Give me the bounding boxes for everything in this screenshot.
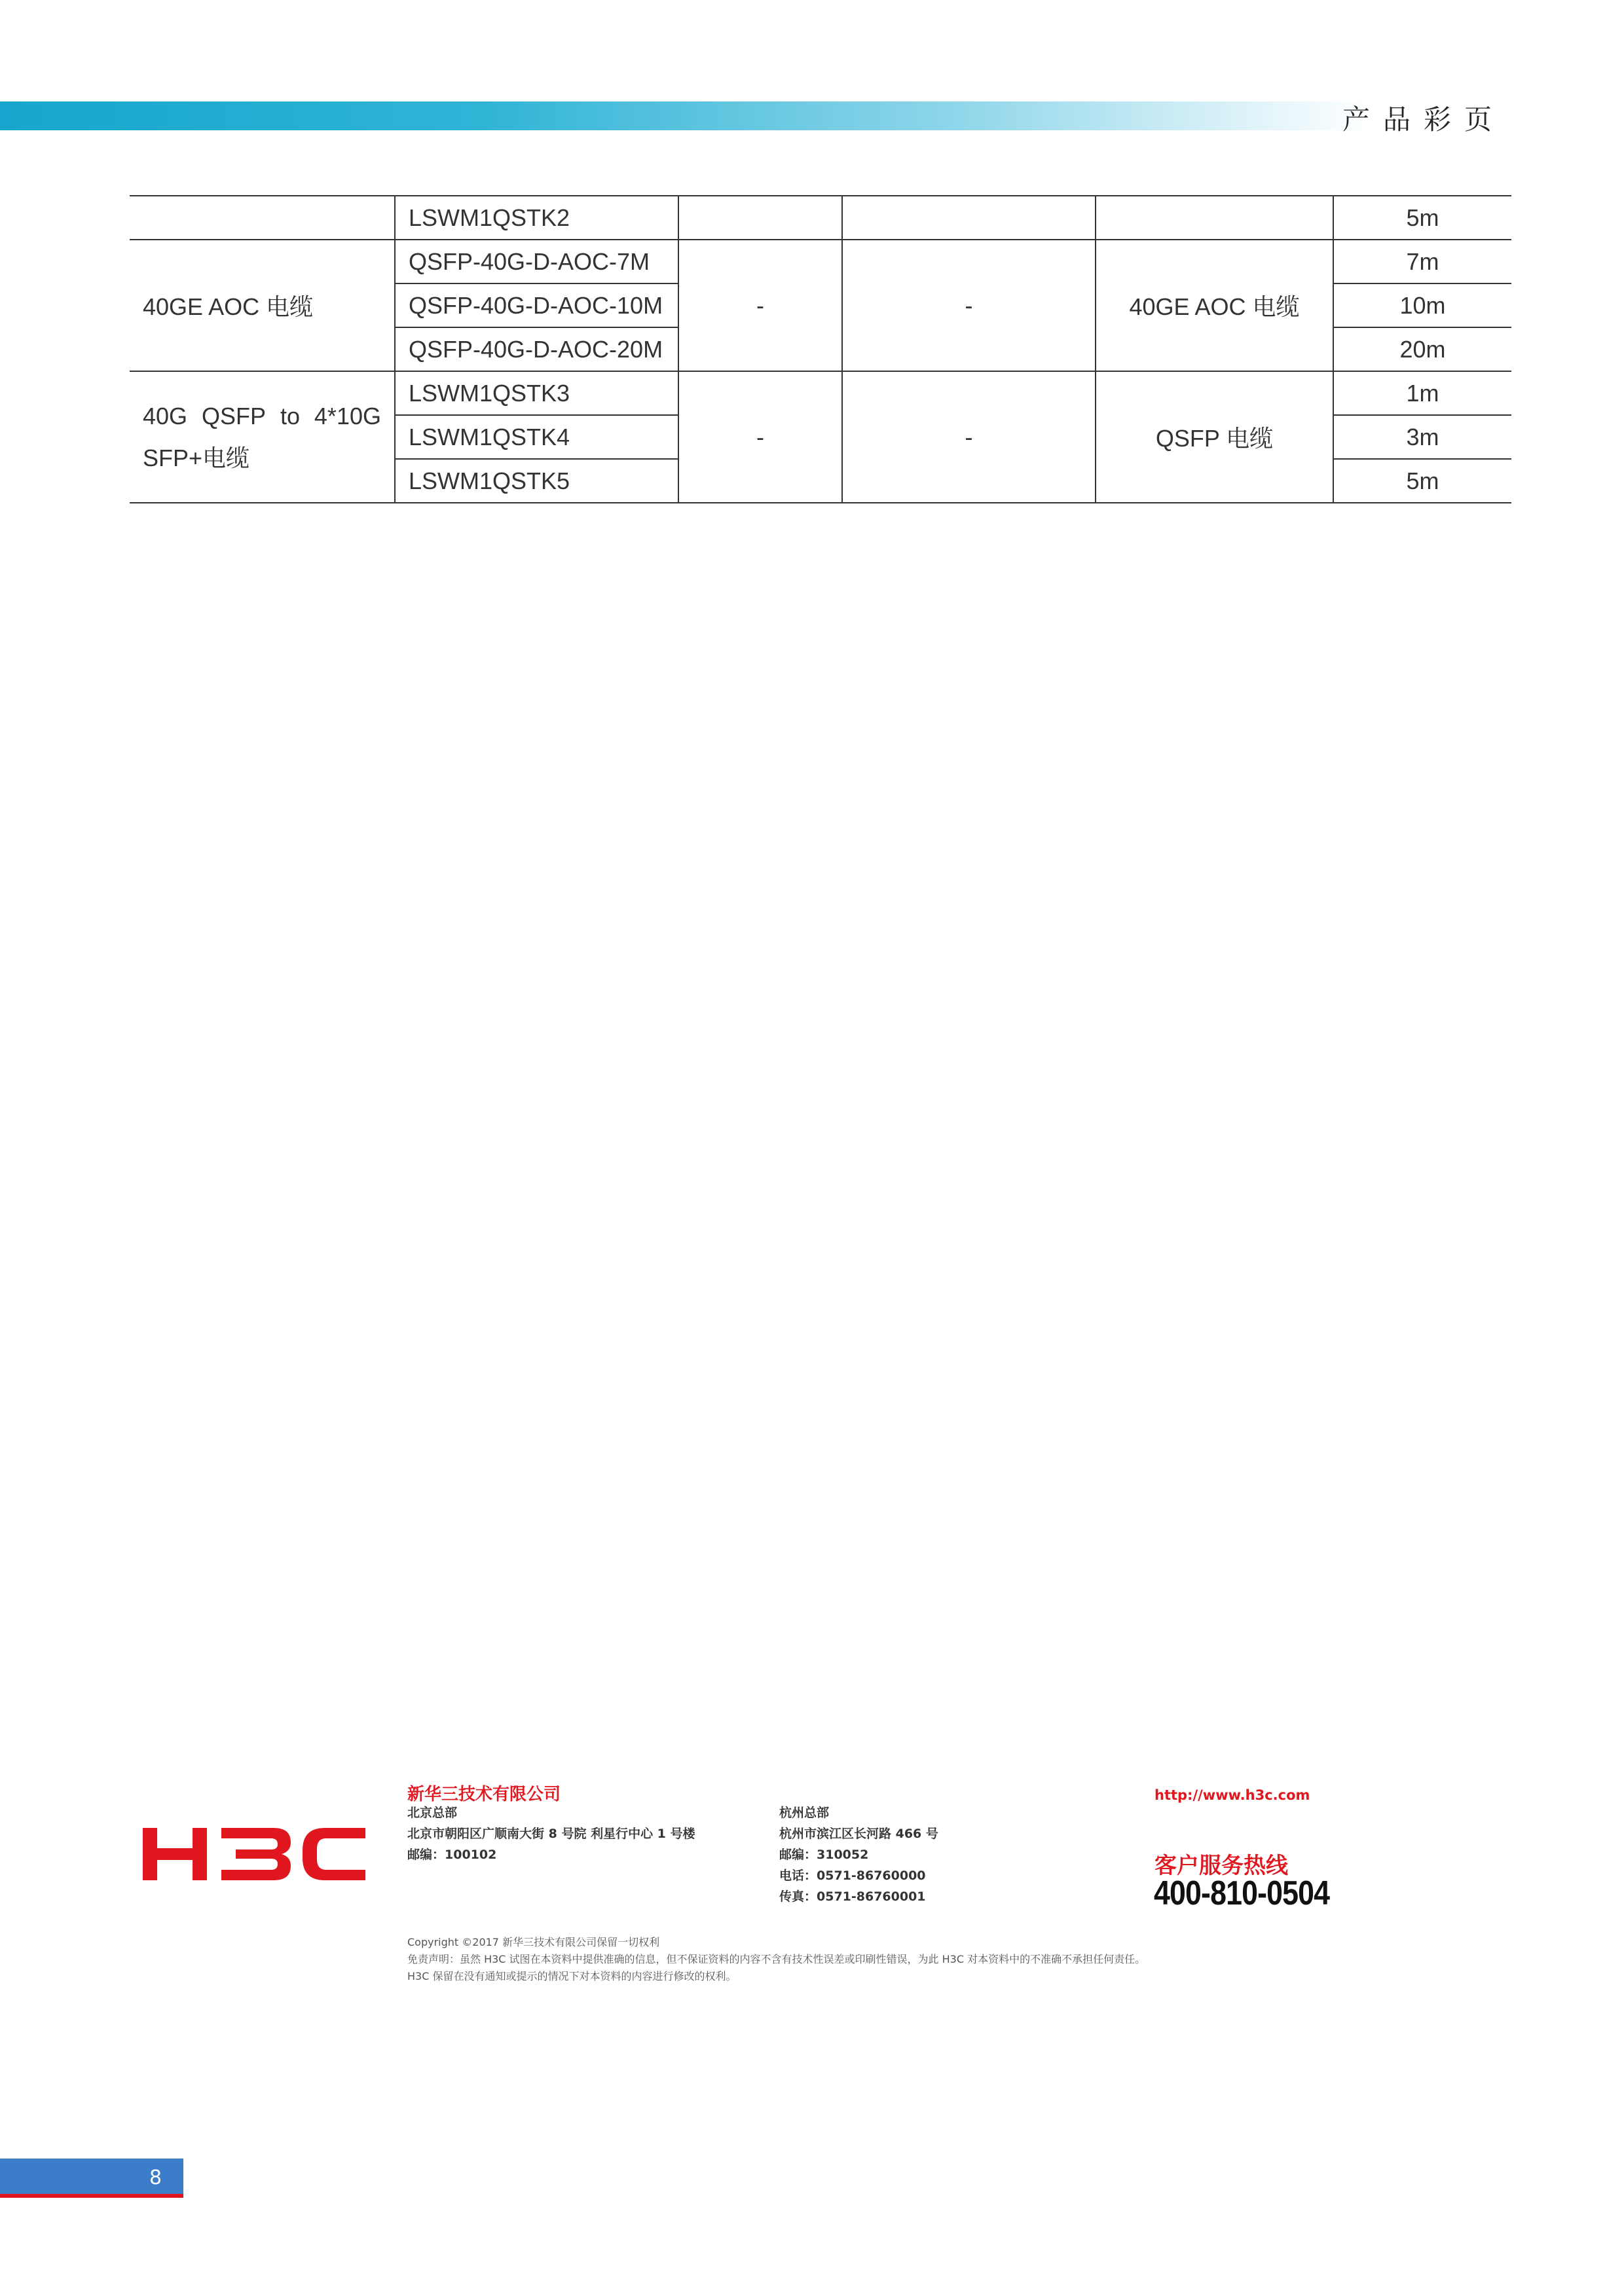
- category-line-2: SFP+电缆: [143, 444, 250, 471]
- hotline-label: 客户服务热线: [1154, 1853, 1288, 1879]
- hangzhou-address-block: [779, 1802, 938, 1907]
- legal-notice: [407, 1934, 1145, 1985]
- hangzhou-title: 杭州总部: [779, 1806, 830, 1820]
- website-link[interactable]: http://www.h3c.com: [1154, 1787, 1310, 1803]
- type-cell: 40GE AOC 电缆: [1096, 240, 1333, 371]
- length-cell: 7m: [1333, 240, 1511, 283]
- hangzhou-phone: 电话：0571-86760000: [779, 1868, 926, 1883]
- beijing-postcode: 邮编：100102: [407, 1848, 497, 1862]
- category-word: to: [280, 402, 300, 429]
- length-cell: 1m: [1333, 371, 1511, 415]
- col4-cell: [842, 196, 1096, 240]
- model-cell: QSFP-40G-D-AOC-10M: [395, 283, 678, 327]
- length-cell: 20m: [1333, 327, 1511, 371]
- copyright-text: Copyright ©2017 新华三技术有限公司保留一切权利: [407, 1936, 660, 1948]
- hangzhou-fax: 传真：0571-86760001: [779, 1889, 926, 1904]
- rights-text: H3C 保留在没有通知或提示的情况下对本资料的内容进行修改的权利。: [407, 1970, 737, 1982]
- col3-cell: [678, 196, 842, 240]
- cable-spec-table: [130, 195, 1511, 503]
- length-cell: 5m: [1333, 196, 1511, 240]
- model-cell: LSWM1QSTK5: [395, 459, 678, 503]
- hotline-number: 400-810-0504: [1154, 1874, 1330, 1912]
- table-row: [130, 371, 1511, 415]
- page-number: 8: [149, 2166, 162, 2189]
- col4-cell: -: [842, 240, 1096, 371]
- table-row: [130, 196, 1511, 240]
- length-cell: 3m: [1333, 415, 1511, 459]
- length-cell: 5m: [1333, 459, 1511, 503]
- model-cell: QSFP-40G-D-AOC-20M: [395, 327, 678, 371]
- type-cell: [1096, 196, 1333, 240]
- col4-cell: -: [842, 371, 1096, 503]
- company-name: 新华三技术有限公司: [407, 1785, 561, 1804]
- model-cell: QSFP-40G-D-AOC-7M: [395, 240, 678, 283]
- col3-cell: -: [678, 371, 842, 503]
- h3c-logo: [143, 1827, 365, 1884]
- length-cell: 10m: [1333, 283, 1511, 327]
- category-cell: 40GE AOC 电缆: [130, 240, 395, 371]
- beijing-title: 北京总部: [407, 1806, 458, 1820]
- type-cell: QSFP 电缆: [1096, 371, 1333, 503]
- category-line-1: [143, 395, 381, 437]
- beijing-address: 北京市朝阳区广顺南大街 8 号院 利星行中心 1 号楼: [407, 1827, 695, 1841]
- category-word: 40G: [143, 402, 188, 429]
- h3c-logo-icon: [143, 1827, 365, 1882]
- category-cell: [130, 371, 395, 503]
- hangzhou-postcode: 邮编：310052: [779, 1848, 869, 1862]
- page-number-tab: [0, 2159, 183, 2198]
- disclaimer-text: 免责声明：虽然 H3C 试图在本资料中提供准确的信息，但不保证资料的内容不含有技术性误差或印刷性错误，为此 H3C 对本资料中的不准确不承担任何责任。: [407, 1953, 1146, 1965]
- header-gradient-bar: [0, 101, 1369, 130]
- page-header-title: 产品彩页: [1342, 103, 1505, 136]
- model-cell: LSWM1QSTK3: [395, 371, 678, 415]
- model-cell: LSWM1QSTK4: [395, 415, 678, 459]
- model-cell: LSWM1QSTK2: [395, 196, 678, 240]
- col3-cell: -: [678, 240, 842, 371]
- table-row: [130, 240, 1511, 283]
- category-word: QSFP: [201, 402, 266, 429]
- category-cell: [130, 196, 395, 240]
- category-word: 4*10G: [314, 402, 381, 429]
- hangzhou-address: 杭州市滨江区长河路 466 号: [779, 1827, 938, 1841]
- beijing-address-block: [407, 1802, 695, 1865]
